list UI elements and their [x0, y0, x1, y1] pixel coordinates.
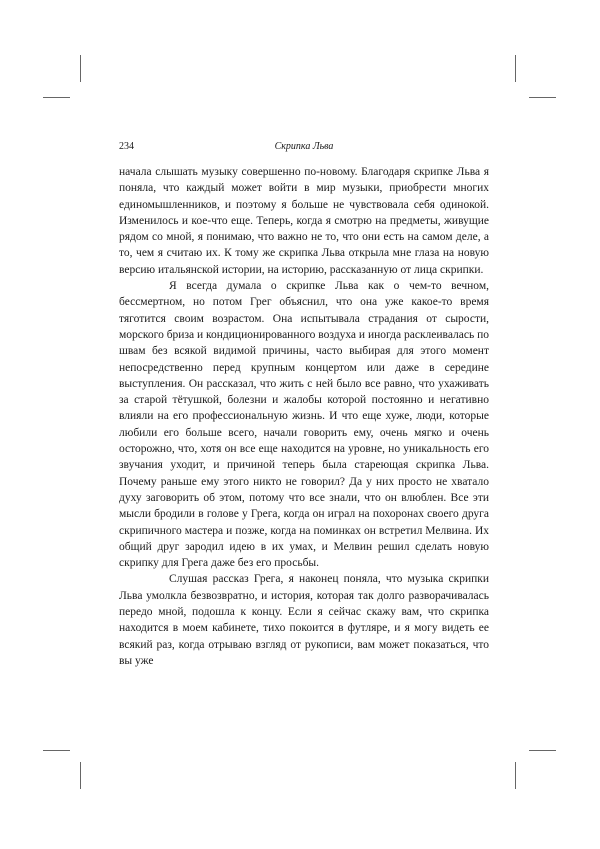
paragraph: начала слышать музыку совершенно по-новому. Благодаря скрипке Льва я поняла, что каждый может войти в мир музыки, приобрести многих единомышленников, и поэтому я больше не чувствовала себя одинокой. Изменилось и кое-что еще. Теперь, когда я смотрю на предметы, живущие рядом со мной, я понимаю, что важно не то, что они есть на самом деле, а то, чем я считаю их. К тому же скрипка Льва открыла мне глаза на новую версию итальянской истории, на историю, рассказанную от лица скрипки. — [119, 166, 489, 276]
crop-mark — [515, 762, 516, 789]
crop-mark — [515, 55, 516, 82]
crop-mark — [529, 97, 556, 98]
page-number: 234 — [119, 141, 134, 152]
crop-mark — [43, 750, 70, 751]
running-header — [119, 141, 489, 155]
crop-mark — [80, 55, 81, 82]
running-title: Скрипка Льва — [274, 141, 334, 152]
crop-mark — [529, 750, 556, 751]
crop-mark — [80, 762, 81, 789]
crop-mark — [43, 97, 70, 98]
paragraph: Слушая рассказ Грега, я наконец поняла, что музыка скрипки Льва умолкла безвозвратно, и история, которая так долго разворачивалась передо мной, подошла к концу. Если я сейчас скажу вам, что скрипка находится в моем кабинете, тихо покоится в футляре, и я могу видеть ее всякий раз, когда отрываю взгляд от рукописи, вам может показаться, что вы уже — [119, 573, 489, 667]
paragraph: Я всегда думала о скрипке Льва как о чем-то вечном, бессмертном, но потом Грег объяснил, что она уже какое-то время тяготится своим возрастом. Она испытывала страдания от сырости, морского бриза и кондиционированного воздуха и иногда расклеивалась по швам без всякой видимой причины, часто выбирая для этого момент непосредственно перед крупным концертом или даже в середине выступления. Он рассказал, что жить с ней было все равно, что ухаживать за старой тётушкой, болезни и жалобы которой постоянно и негативно влияли на его профессиональную жизнь. И что еще хуже, люди, которые любили его больше всего, начали говорить ему, очень мягко и очень осторожно, что, хотя он все еще находится на уровне, но уникальность его звучания уходит, и причиной теперь была стареющая скрипка Льва. Почему раньше ему этого никто не говорил? Да у них просто не хватало духу заговорить об этом, потому что все знали, что он влюблен. Все эти мысли бродили в голове у Грега, когда он играл на похоронах своего друга скрипичного мастера и позже, когда на поминках он встретил Мелвина. Их общий друг зародил идею в их умах, и Мелвин решил сделать новую скрипку для Грега даже без его просьбы. — [119, 280, 489, 570]
body-text — [119, 164, 489, 669]
